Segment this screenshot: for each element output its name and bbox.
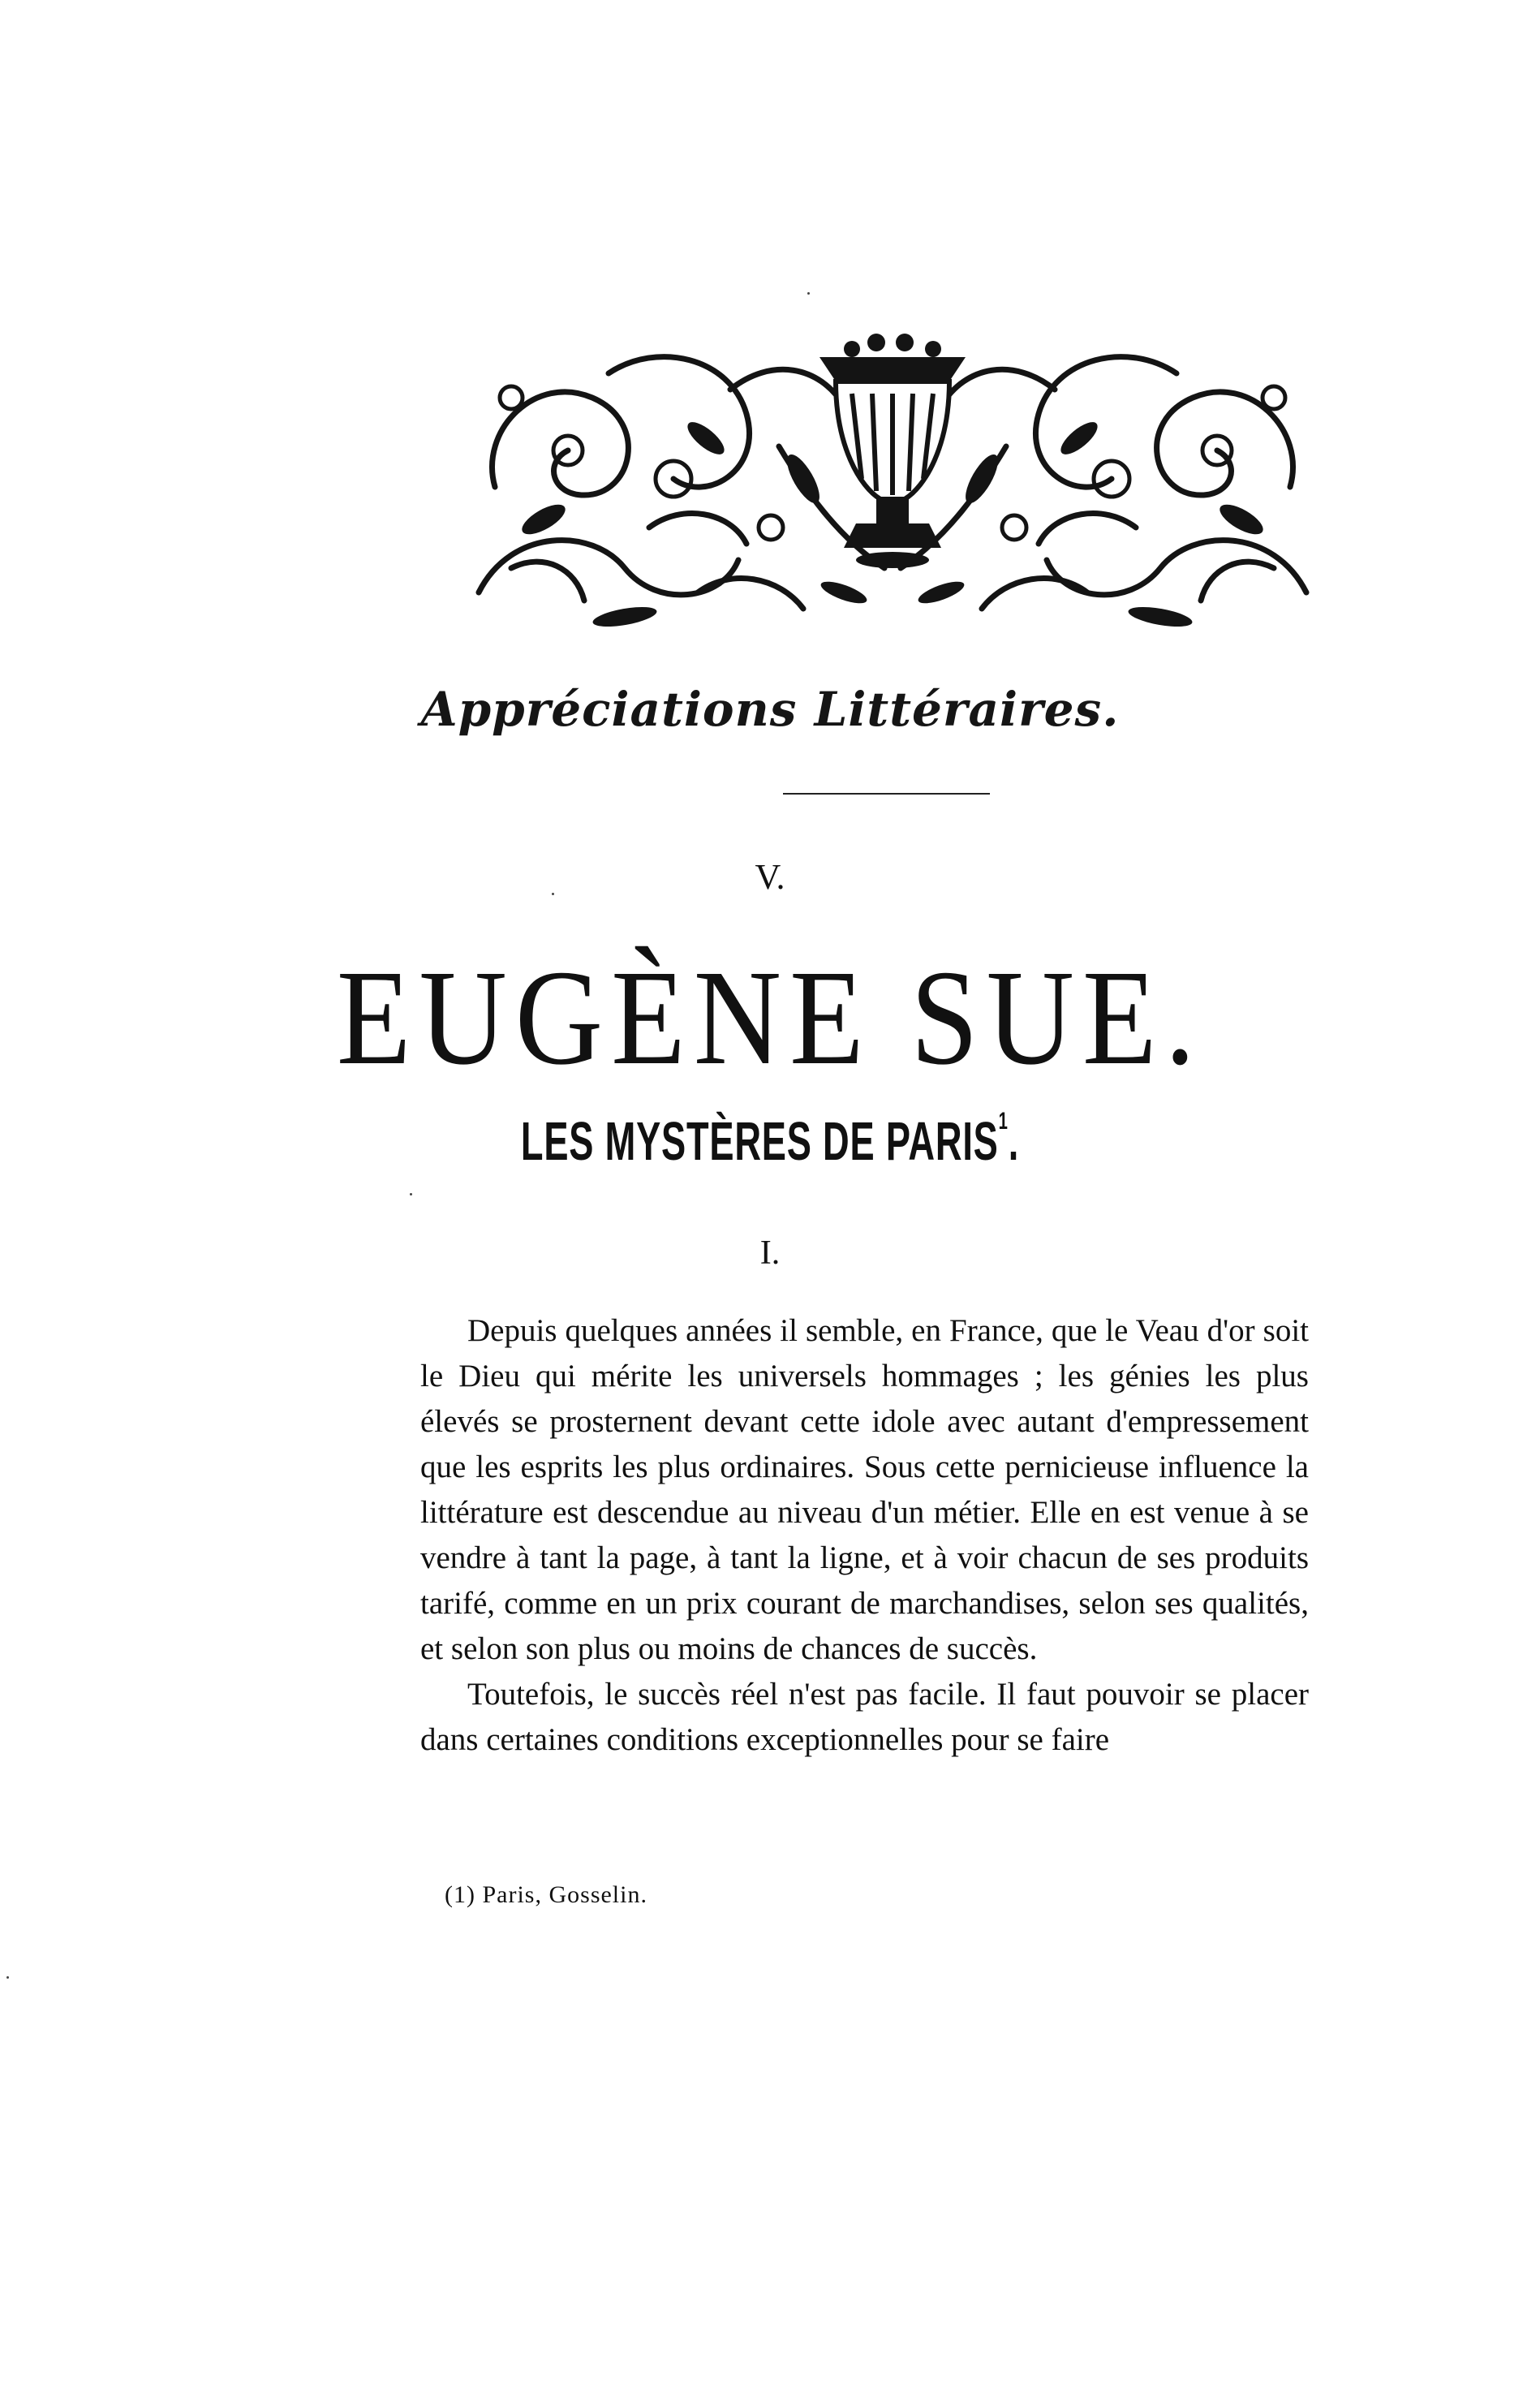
footnote: (1) Paris, Gosselin. bbox=[445, 1881, 647, 1908]
paragraph: Toutefois, le succès réel n'est pas facile. Il faut pouvoir se placer dans certaines conditions exceptionnelles pour se faire bbox=[420, 1677, 1309, 1757]
work-title: LES MYSTÈRES DE PARIS$^1$. bbox=[520, 1106, 1020, 1172]
body-text bbox=[420, 1308, 1309, 1763]
part-number: I. bbox=[759, 1234, 781, 1272]
headpiece-ornament bbox=[462, 325, 1323, 641]
print-speck bbox=[410, 1193, 412, 1195]
paragraph: Depuis quelques années il semble, en France, que le Veau d'or soit le Dieu qui mérite les universels hommages ; les génies les plus élevés se prosternent devant cette idole avec autant d'empressement que les esprits les plus ordinaires. Sous cette pernicieuse influence la littérature est descendue au niveau d'un métier. Elle en est venue à se vendre à tant la page, à tant la ligne, et à voir chacun de ses produits tarifé, comme en un prix courant de marchandises, selon ses qualités, et selon son plus ou moins de chances de succès. bbox=[420, 1313, 1309, 1666]
print-speck bbox=[6, 1976, 9, 1979]
heading-rule bbox=[783, 793, 990, 795]
footnote-marker: 1 bbox=[998, 1106, 1009, 1135]
author-title: EUGÈNE SUE. bbox=[336, 942, 1204, 1093]
chapter-number: V. bbox=[755, 857, 785, 897]
section-heading: Appréciations Littéraires. bbox=[420, 682, 1120, 737]
print-speck bbox=[807, 292, 810, 295]
work-title-text: LES MYSTÈRES DE PARIS bbox=[520, 1111, 999, 1172]
print-speck bbox=[552, 893, 554, 895]
